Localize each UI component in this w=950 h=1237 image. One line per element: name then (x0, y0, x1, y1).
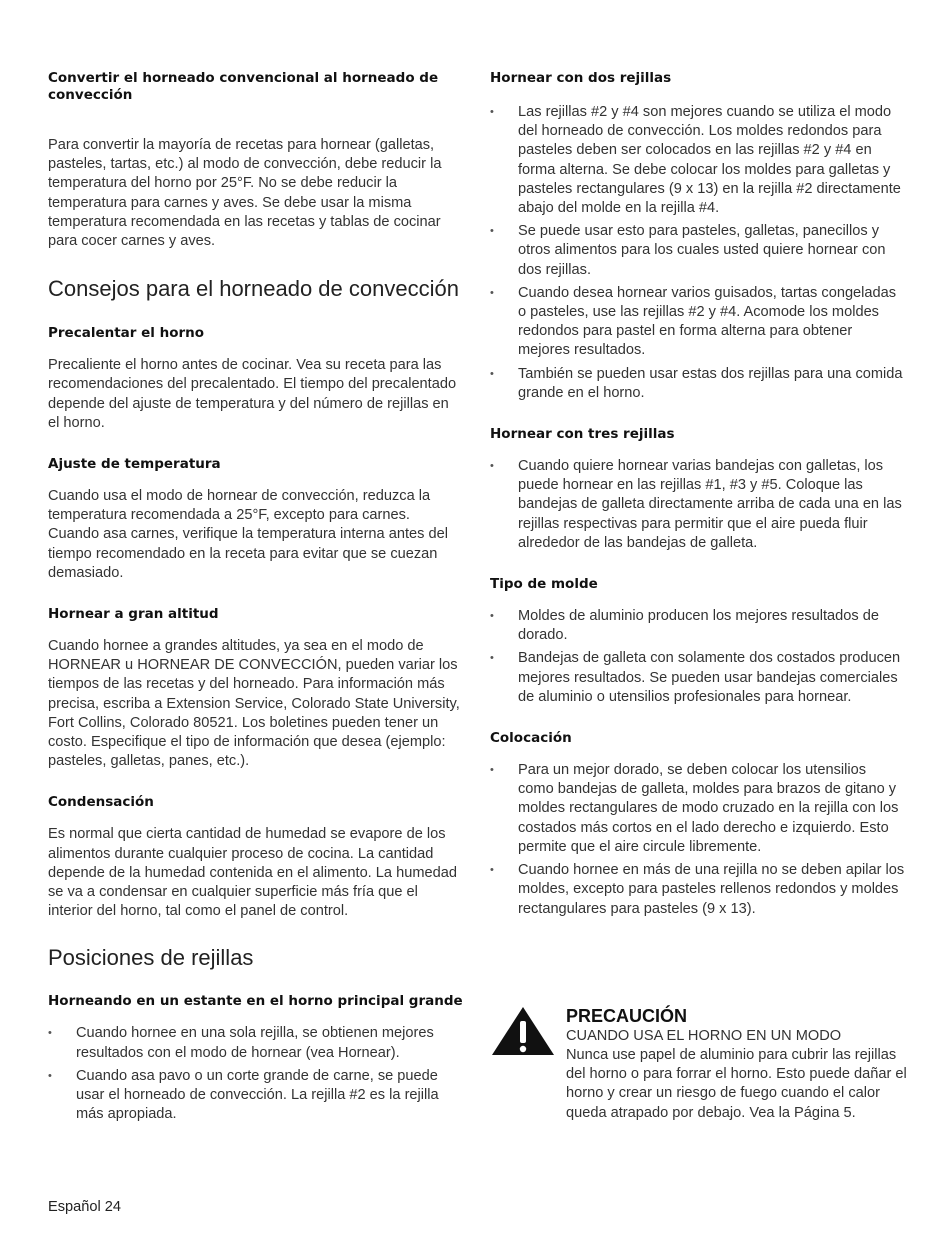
three-racks-list (490, 457, 905, 553)
placement-list (490, 761, 905, 919)
list-item: • Cuando quiere hornear varias bandejas con galletas, los puede hornear en las rejillas #1, #3 y #5. Coloque las bandejas de galleta directamente arriba de cada una en las rejillas respectivas para permitir que el aire pueda fluir alrededor de las bandejas de galleta. (490, 457, 905, 553)
pan-type-list (490, 607, 905, 707)
paragraph-temperature: Cuando usa el modo de hornear de convección, reduzca la temperatura recomendada a 25°F, excepto para carnes. Cuando asa carnes, verifique la temperatura interna antes del tiempo recomendado en la receta para evitar que se cuezan demasiado. (48, 488, 448, 581)
paragraph-altitude: Cuando hornee a grandes altitudes, ya sea en el modo de HORNEAR u HORNEAR DE CONVECCIÓN, pueden variar los tiempos de las recetas y del horneado. Para información más precisa, escriba a Extension Service, Colorado State University, Fort Collins, Colorado 80521. Los boletines pueden tener un costo. Especifique el tipo de información que desea (ejemplo: pasteles, galletas, panes, etc.). (48, 638, 460, 770)
section-heading-condensation: Condensación (48, 794, 154, 811)
section-heading-three-racks: Hornear con tres rejillas (490, 426, 675, 443)
caution-title: PRECAUCIÓN (566, 1006, 688, 1026)
caution-subtitle: CUANDO USA EL HORNO EN UN MODO (566, 1028, 842, 1044)
list-item: • Se puede usar esto para pasteles, galletas, panecillos y otros alimentos para los cuales usted quiere hornear con dos rejillas. (490, 222, 905, 280)
section-heading-single-rack: Horneando en un estante en el horno principal grande (48, 993, 463, 1010)
title-rack-positions: Posiciones de rejillas (48, 945, 254, 971)
two-racks-list (490, 103, 905, 403)
section-heading-temperature: Ajuste de temperatura (48, 456, 221, 473)
list-item: • Las rejillas #2 y #4 son mejores cuando se utiliza el modo del horneado de convección. Los moldes redondos para pasteles deben ser colocados en las rejillas #2 y #4 en forma alterna. Se debe colocar los moldes para galletas y pasteles rectangulares (9 x 13) en la rejilla #2 directamente abajo del molde en la rejilla #4. (490, 103, 905, 218)
section-heading-pan-type: Tipo de molde (490, 576, 598, 593)
list-item: • Cuando hornee en más de una rejilla no se deben apilar los moldes, excepto para pasteles rellenos redondos y moldes rectangulares para pasteles (9 x 13). (490, 861, 905, 919)
section-heading-altitude: Hornear a gran altitud (48, 606, 219, 623)
paragraph-preheat: Precaliente el horno antes de cocinar. Vea su receta para las recomendaciones del precalentado. El tiempo del precalentado depende del ajuste de temperatura y del número de rejillas en el horno. (48, 357, 457, 431)
section-heading-convert: Convertir el horneado convencional al horneado de convección (48, 70, 439, 103)
list-item: • También se pueden usar estas dos rejillas para una comida grande en el horno. (490, 365, 905, 403)
page-footer: Español 24 (48, 1199, 122, 1215)
caution-body: Nunca use papel de aluminio para cubrir las rejillas del horno o para forrar el horno. Esto puede dañar el horno y crear un riesgo de fuego cuando el calor queda atrapado por debajo. Vea la Página 5. (566, 1047, 907, 1121)
list-item: • Cuando asa pavo o un corte grande de carne, se puede usar el horneado de convección. La rejilla #2 es la rejilla más apropiada. (48, 1067, 463, 1125)
caution-notice (490, 1005, 910, 1145)
list-item: • Cuando desea hornear varios guisados, tartas congeladas o pasteles, use las rejillas #2 y #4. Acomode los moldes redondos para pastel en forma alterna para obtener mejores resultados. (490, 284, 905, 361)
left-column (48, 70, 463, 1125)
section-heading-two-racks: Hornear con dos rejillas (490, 70, 672, 86)
section-heading-placement: Colocación (490, 730, 572, 747)
single-rack-list (48, 1024, 463, 1124)
list-item: • Para un mejor dorado, se deben colocar los utensilios como bandejas de galleta, moldes para brazos de gitano y moldes rectangulares de modo cruzado en la rejilla con los costados más cortos en el lado derecho e izquierdo. Esto permite que el aire circule libremente. (490, 761, 905, 857)
right-column (490, 70, 905, 919)
warning-triangle-icon (490, 1005, 556, 1057)
paragraph-condensation: Es normal que cierta cantidad de humedad se evapore de los alimentos durante cualquier proceso de cocina. La cantidad depende de la humedad contenida en el alimento. La humedad se va a condensar en cualquier superficie más fría que el interior del horno, tal como el panel de control. (48, 826, 457, 920)
list-item: • Bandejas de galleta con solamente dos costados producen mejores resultados. Se pueden usar bandejas comerciales de aluminio o utensilios profesionales para hornear. (490, 649, 905, 707)
paragraph-convert: Para convertir la mayoría de recetas para hornear (galletas, pasteles, tartas, etc.) al modo de convección, debe reducir la temperatura del horno por 25°F. No se debe reducir la temperatura para carnes y aves. Se debe usar la misma temperatura recomendada en las recetas y tablas de cocinar para cocer carnes y aves. (48, 137, 442, 250)
list-item: • Cuando hornee en una sola rejilla, se obtienen mejores resultados con el modo de hornear (vea Hornear). (48, 1024, 463, 1062)
list-item: • Moldes de aluminio producen los mejores resultados de dorado. (490, 607, 905, 645)
section-heading-preheat: Precalentar el horno (48, 325, 205, 342)
caution-text (566, 1005, 911, 1123)
title-convection-tips: Consejos para el horneado de convección (48, 276, 459, 302)
